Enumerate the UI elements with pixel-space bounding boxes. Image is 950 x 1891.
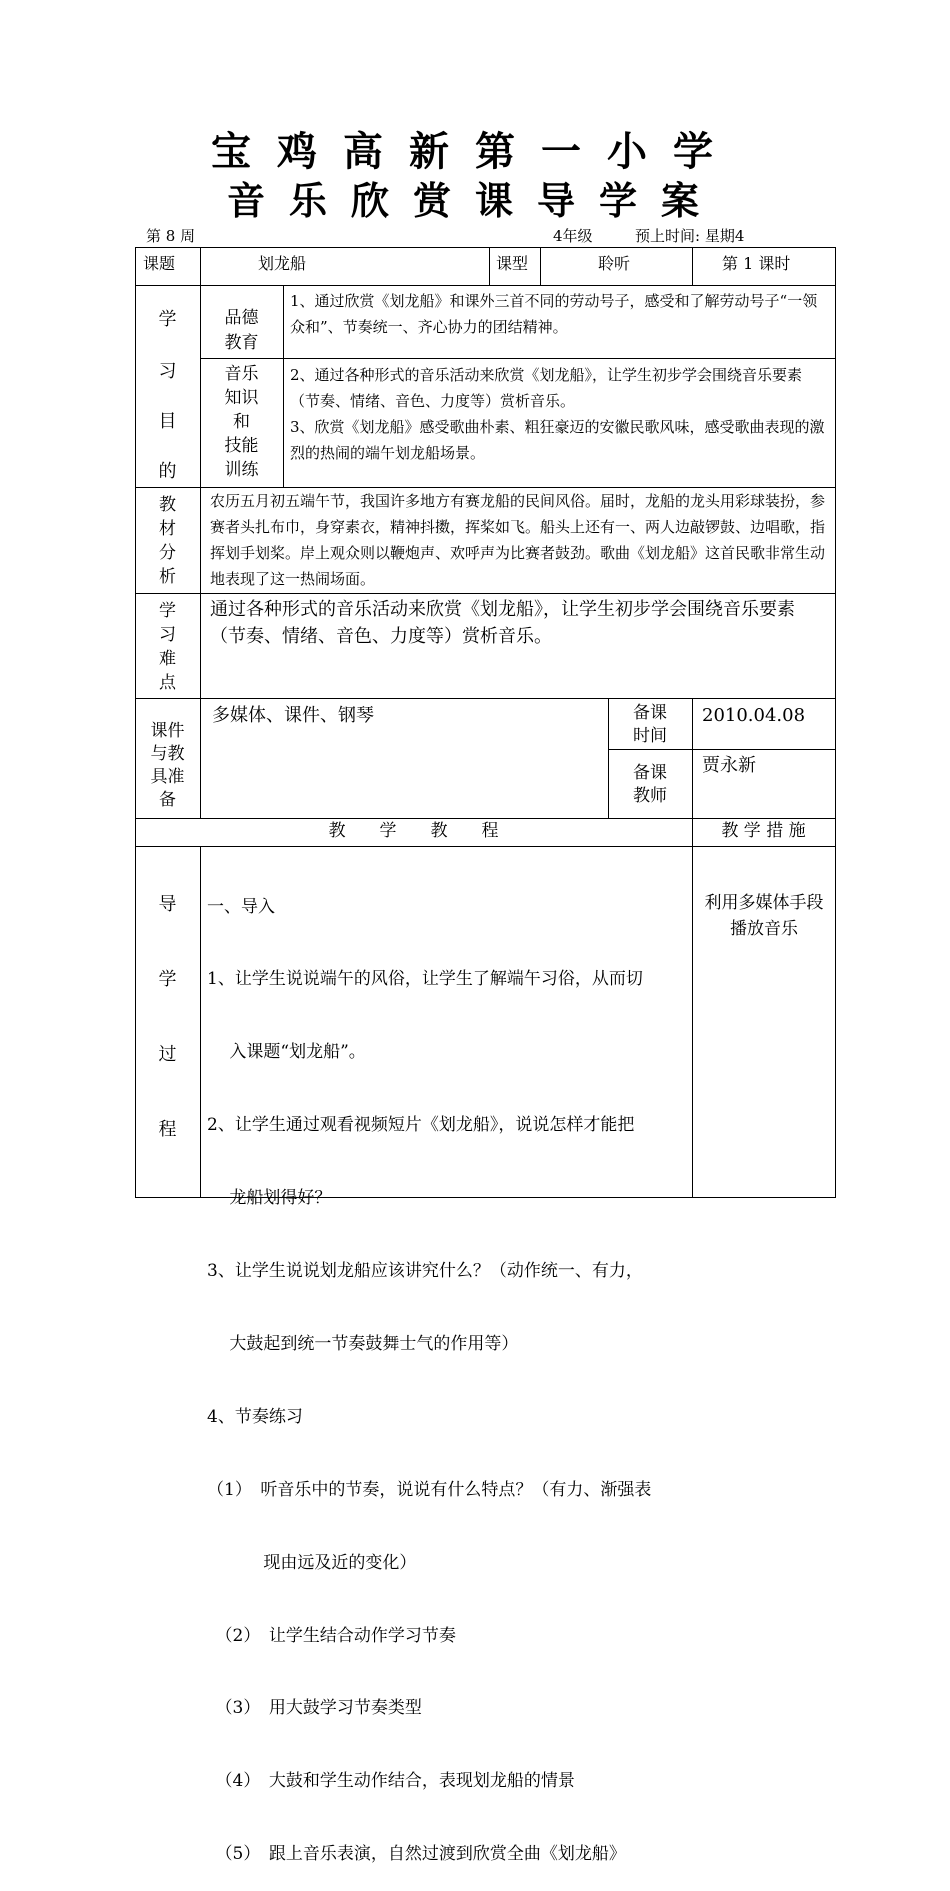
prep-items: 多媒体、课件、钢琴 — [212, 705, 374, 726]
grade-label: 4年级 — [553, 227, 593, 245]
material-text: 农历五月初五端午节，我国许多地方有赛龙船的民间风俗。届时，龙船的龙头用彩球装扮，参赛者头扎布巾，身穿素衣，精神抖擞，挥桨如飞。船头上还有一、两人边敲锣鼓、边唱歌，指挥划手划桨。岸上观众则以鞭炮声、欢呼声为比赛者鼓劲。歌曲《划龙船》这首民歌非常生动地表现了这一热闹场面。 — [210, 492, 826, 588]
process-line: 入课题“划龙船”。 — [207, 1042, 366, 1063]
process-line: 大鼓起到统一节奏鼓舞士气的作用等） — [207, 1333, 519, 1354]
schedule-label: 预上时间: 星期4 — [635, 227, 745, 245]
process-line: 1、让学生说说端午的风俗，让学生了解端午习俗，从而切 — [207, 969, 643, 990]
measure-text: 利用多媒体手段播放音乐 — [704, 893, 824, 939]
skill-label: 音乐 知识 和 技能 训练 — [224, 364, 259, 480]
process-line: 4、节奏练习 — [207, 1406, 303, 1427]
objectives-char: 学 — [158, 309, 177, 330]
period-value: 第 1 课时 — [722, 254, 791, 273]
objectives-char: 的 — [158, 461, 177, 482]
skill-text-2: 3、欣赏《划龙船》感受歌曲朴素、粗狂豪迈的安徽民歌风味，感受歌曲表现的激烈的热闹的端午划龙船场景。 — [290, 418, 825, 462]
process-line: 一、导入 — [207, 896, 275, 917]
document-title: 音乐欣赏课导学案 — [226, 178, 723, 223]
objectives-char: 习 — [158, 361, 177, 382]
process-line: （4） 大鼓和学生动作结合，表现划龙船的情景 — [207, 1771, 575, 1792]
measure-header: 教 学 措 施 — [721, 821, 806, 841]
process-line: （1） 听音乐中的节奏，说说有什么特点？（有力、渐强表 — [207, 1479, 652, 1500]
process-line: 现由远及近的变化） — [207, 1552, 417, 1573]
teacher-value: 贾永新 — [702, 755, 756, 776]
process-line: （2） 让学生结合动作学习节奏 — [207, 1625, 456, 1646]
process-char: 程 — [158, 1119, 177, 1140]
moral-text: 1、通过欣赏《划龙船》和课外三首不同的劳动号子，感受和了解劳动号子“一领众和”、节奏统一、齐心协力的团结精神。 — [290, 292, 818, 336]
process-line: （3） 用大鼓学习节奏类型 — [207, 1698, 422, 1719]
material-label: 教 材 分 析 — [159, 495, 176, 587]
process-char: 学 — [158, 969, 177, 990]
process-line: 2、让学生通过观看视频短片《划龙船》，说说怎样才能把 — [207, 1115, 635, 1136]
date-value: 2010.04.08 — [702, 705, 806, 726]
prep-label: 课件 与教 具准 备 — [150, 721, 185, 810]
date-label: 备课 时间 — [633, 703, 667, 746]
school-title: 宝鸡高新第一小学 — [211, 128, 739, 175]
type-label: 课型 — [496, 254, 529, 273]
process-line: 龙船划得好？ — [207, 1188, 332, 1209]
process-char: 过 — [158, 1044, 177, 1065]
skill-text-1: 2、通过各种形式的音乐活动来欣赏《划龙船》，让学生初步学会围绕音乐要素（节奏、情绪、音色、力度等）赏析音乐。 — [290, 366, 803, 410]
type-value: 聆听 — [598, 254, 631, 273]
process-header: 教 学 教 程 — [328, 821, 499, 841]
week-label: 第 8 周 — [146, 227, 196, 245]
teacher-label: 备课 教师 — [633, 763, 667, 806]
topic-label: 课题 — [143, 254, 176, 273]
process-line: 3、让学生说说划龙船应该讲究什么？（动作统一、有力， — [207, 1261, 643, 1282]
process-line: （5） 跟上音乐表演，自然过渡到欣赏全曲《划龙船》 — [207, 1844, 626, 1865]
topic-value: 划龙船 — [258, 254, 307, 273]
moral-label: 品德 教育 — [224, 308, 259, 353]
process-char: 导 — [158, 894, 177, 915]
difficulty-text: 通过各种形式的音乐活动来欣赏《划龙船》，让学生初步学会围绕音乐要素（节奏、情绪、音色、力度等）赏析音乐。 — [210, 599, 795, 647]
objectives-char: 目 — [158, 411, 177, 432]
process-steps — [207, 846, 689, 1891]
difficulty-label: 学 习 难 点 — [159, 601, 176, 693]
